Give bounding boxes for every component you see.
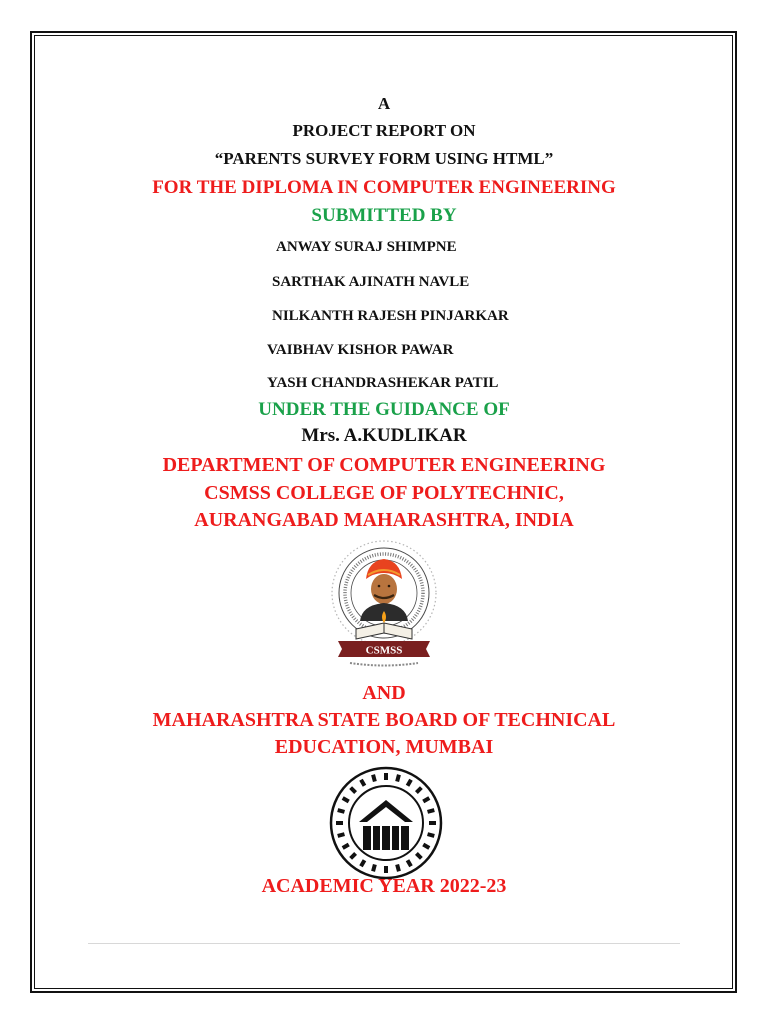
logo-motto-script bbox=[350, 663, 418, 666]
student-name: VAIBHAV KISHOR PAWAR bbox=[267, 342, 454, 358]
student-name: NILKANTH RAJESH PINJARKAR bbox=[272, 308, 509, 324]
college-line: CSMSS COLLEGE OF POLYTECHNIC, bbox=[204, 482, 564, 504]
guidance-label: UNDER THE GUIDANCE OF bbox=[258, 399, 510, 420]
board-line-2: EDUCATION, MUMBAI bbox=[274, 736, 494, 758]
department-line: DEPARTMENT OF COMPUTER ENGINEERING bbox=[162, 454, 606, 476]
and-label: AND bbox=[362, 682, 406, 704]
student-name: SARTHAK AJINATH NAVLE bbox=[272, 274, 470, 290]
footer-divider bbox=[88, 943, 680, 944]
seal-book-icon bbox=[363, 826, 409, 850]
guide-name: Mrs. A.KUDLIKAR bbox=[301, 425, 467, 446]
academic-year: ACADEMIC YEAR 2022-23 bbox=[261, 875, 507, 897]
location-line: AURANGABAD MAHARASHTRA, INDIA bbox=[194, 509, 574, 531]
msbte-seal bbox=[329, 766, 443, 880]
diploma-line: FOR THE DIPLOMA IN COMPUTER ENGINEERING bbox=[152, 177, 616, 198]
portrait-face bbox=[371, 574, 397, 604]
student-name: ANWAY SURAJ SHIMPNE bbox=[276, 239, 457, 255]
student-name: YASH CHANDRASHEKAR PATIL bbox=[267, 375, 499, 391]
board-line-1: MAHARASHTRA STATE BOARD OF TECHNICAL bbox=[152, 709, 616, 731]
submitted-by-label: SUBMITTED BY bbox=[311, 205, 457, 226]
csmss-logo bbox=[328, 535, 440, 677]
title-article: A bbox=[377, 94, 391, 113]
title-line-1: PROJECT REPORT ON bbox=[292, 121, 476, 140]
title-line-2: “PARENTS SURVEY FORM USING HTML” bbox=[214, 149, 554, 168]
logo-label: CSMSS bbox=[365, 644, 403, 657]
